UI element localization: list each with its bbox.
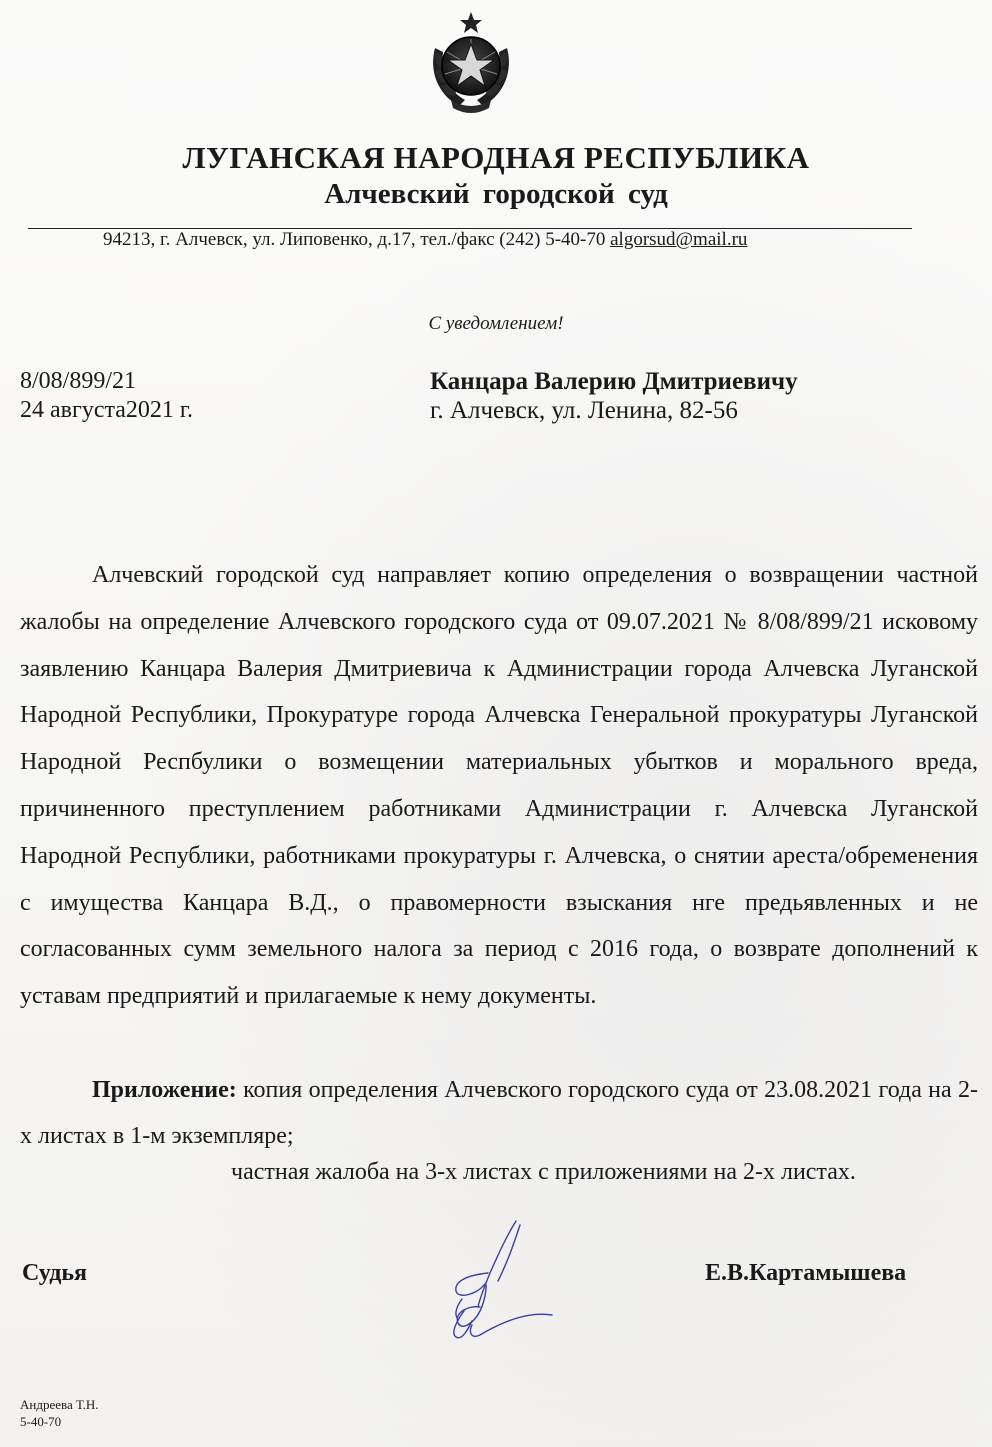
contact-email-link[interactable]: algorsud@mail.ru [610, 229, 748, 250]
court-name: Алчевский городской суд [324, 178, 668, 210]
attachment-item-2: частная жалоба на 3-х листах с приложениями на 2-х листах. [231, 1159, 856, 1185]
executor-name: Андреева Т.Н. [20, 1397, 99, 1412]
executor-block [20, 1396, 99, 1430]
letter-body: Алчевский городской суд направляет копию определения о возвращении частной жалобы на определение Алчевского городского суда от 09.07.2021 № 8/08/899/21 исковому заявлению Канцара Валерия Дмитриевича к Администрации города Алчевска Луганской Народной Республики, Прокуратуре города Алчевска Генеральной прокуратуры Луганской Народной Респбулики о возмещении материальных убытков и морального вреда, причиненного преступлением работниками Администрации г. Алчевска Луганской Народной Республики, работниками прокуратуры г. Алчевска, о снятии ареста/обременения с имущества Канцара В.Д., о правомерности взыскания нге предьявленных и не согласованных сумм земельного налога за период с 2016 года, о возврате дополнений к уставам предприятий и прилагаемые к нему документы. [20, 562, 978, 1010]
reference-number: 8/08/899/21 [20, 368, 137, 394]
contact-line [103, 229, 747, 251]
judge-name: Е.В.Картамышева [705, 1260, 907, 1286]
handwritten-signature [428, 1215, 558, 1355]
attachment-item-1: копия определения Алчевского городского суда от 23.08.2021 года на 2-х листах в 1-м экземпляре; [20, 1077, 978, 1149]
addressee-name: Канцара Валерию Дмитриевичу [430, 368, 798, 395]
attachment-paragraph [20, 1067, 978, 1159]
republic-title: ЛУГАНСКАЯ НАРОДНАЯ РЕСПУБЛИКА [182, 140, 810, 175]
reference-date: 24 августа2021 г. [20, 397, 194, 423]
contact-address: 94213, г. Алчевск, ул. Липовенко, д.17, тел./факс (242) 5-40-70 [103, 229, 611, 250]
executor-phone: 5-40-70 [20, 1414, 62, 1429]
notice-label: С уведомлением! [428, 313, 564, 334]
judge-title: Судья [22, 1260, 88, 1286]
addressee-address: г. Алчевск, ул. Ленина, 82-56 [430, 397, 738, 424]
coat-of-arms-emblem [421, 8, 521, 120]
attachment-label: Приложение: [92, 1077, 237, 1103]
